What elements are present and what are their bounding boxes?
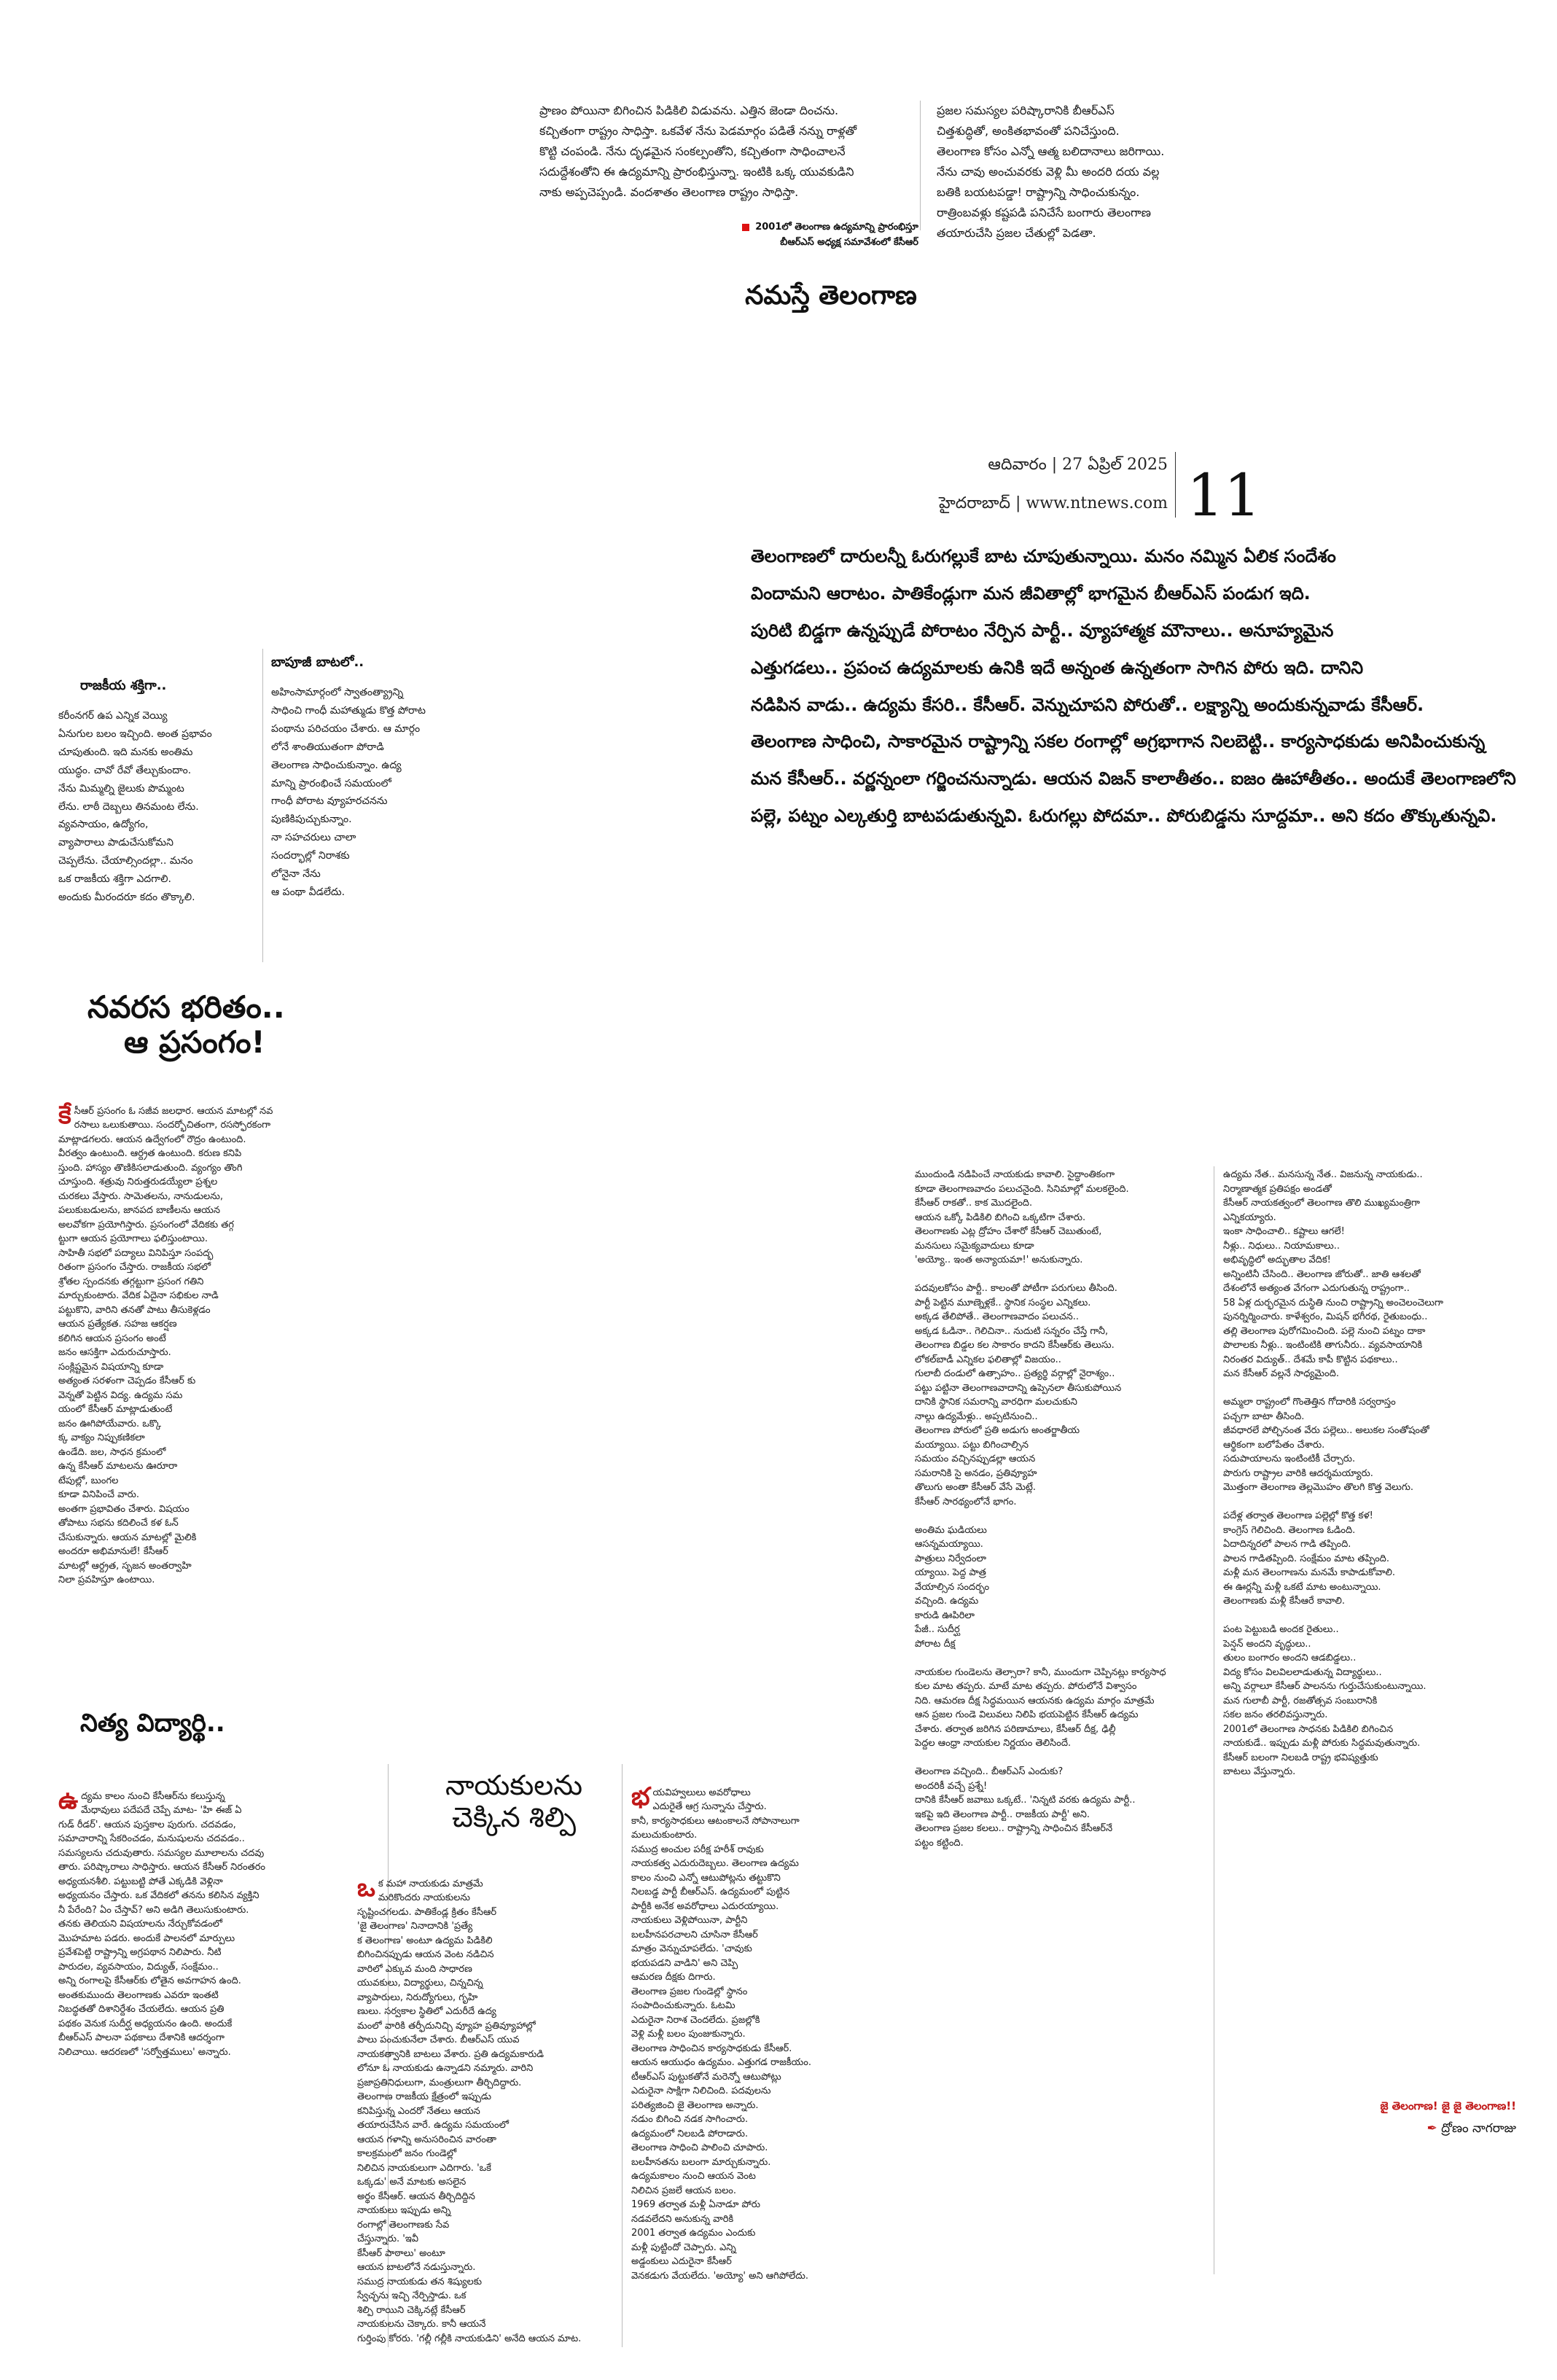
- navarasa-text: సీఆర్ ప్రసంగం ఓ సజీవ జలధార. ఆయన మాటల్లో నవ రసాలు ఒలుకుతాయి. సందర్భోచితంగా, రసస్ఫోరకంగా మాట్లాడగలరు. ఆయన ఉద్వేగంలో రౌద్రం ఉంటుంది. వీరత్వం ఉంటుంది. ఆర్ద్రత ఉంటుంది. కరుణ కనిపి స్తుంది. హాస్యం తొణికిసలాడుతుంది. వ్యంగ్యం తొంగి చూస్తుంది. శత్రువు నిరుత్తరుడయ్యేలా ప్రశ్నల చురకలు వేస్తారు. సామెతలను, నానుడులను, పలుకుబడులను, జానపద బాణీలను ఆయన అలవోకగా ప్రయోగిస్తారు. ప్రసంగంలో వేదికకు తగ్గ ట్టుగా ఆయన ప్రయోగాలు ఫలిస్తుంటాయి. సాహితీ సభలో పద్యాలు వినిపిస్తూ సంపద్భ రితంగా ప్రసంగం చేస్తారు. రాజకీయ సభలో శ్రోతల స్పందనకు తగ్గట్టుగా ప్రసంగ గతిని మార్చుకుంటారు. వేదిక ఏదైనా సభికుల నాడి పట్టుకొని, వారిని తనతో పాటు తీసుకెళ్లడం ఆయన ప్రత్యేకత. సహజ ఆకర్షణ కలిగిన ఆయన ప్రసంగం అంటే జనం ఆసక్తిగా ఎదురుచూస్తారు. సంక్లిష్టమైన విషయాన్ని కూడా అత్యంత సరళంగా చెప్పడం కేసీఆర్ కు వెన్నతో పెట్టిన విద్య. ఉద్యమ సమ యంలో కేసీఆర్ మాట్లాడుతుంటే జనం ఊగిపోయేవారు. ఒక్కొ క్క వాక్యం నిప్పుకణికలా ఉండేది. జల, సాధన క్రమంలో ఉన్న కేసీఆర్ మాటలను ఊరూరా టేపుల్లో, బుంగల కూడా వినిపించే వారు. అంతగా ప్రభావితం చేశారు. విషయం తోపాటు సభను కదిలించే కళ ఓన్ చేసుకున్నారు. ఆయన మాటల్లో మైలికి అందరూ అభిమానులే! కేసీఆర్ మాటల్లో ఆర్ద్రత, సృజన అంతర్వాహి నిలా ప్రవహిస్తూ ఉంటాయి.: [58, 1105, 273, 1585]
- navarasa-body: [58, 1090, 343, 1588]
- byline: [1276, 2121, 1516, 2139]
- nitya-heading: నిత్య విద్యార్థి..: [80, 1709, 225, 1738]
- top-quote-left: ప్రాణం పోయినా బిగించిన పిడికిలి విడువను. ఎత్తిన జెండా దించను. కచ్చితంగా రాష్ట్రం సాధిస్తా. ఒకవేళ నేను పెడమార్గం పడితే నన్ను రాళ్లతో కొట్టి చంపండి. నేను దృఢమైన సంకల్పంతోని, కచ్చితంగా సాధించాలనే సదుద్దేశంతోని ఈ ఉద్యమాన్ని ప్రారంభిస్తున్నా. ఇంటికి ఒక్క యువకుడిని నాకు అప్పచెప్పండి. వందశాతం తెలంగాణ రాష్ట్రం సాధిస్తా.: [539, 104, 857, 199]
- masthead-divider: [1175, 452, 1176, 518]
- naayakulanu-heading: [405, 1770, 623, 1833]
- bha-dropcap: భ: [631, 1782, 650, 1811]
- nitya-text: ద్యమ కాలం నుంచి కేసీఆర్‌ను కలుస్తున్న మేధావులు పదేపదే చెప్పే మాట- 'హి ఈజ్ ఏ గుడ్ రీడర్'. ఆయన పుస్తకాల పురుగు. చదవడం, సమాచారాన్ని సేకరించడం, మనుషులను చదవడం.. సమస్యలను చదువుతారు. సమస్యల మూలాలను చదవు తారు. పరిష్కారాలు సాధిస్తారు. ఆయన కేసీఆర్ నిరంతరం అధ్యయనశీలి. పట్టుబట్టి పోతే ఎక్కడికి వెళ్లినా అధ్యయనం చేస్తారు. ఒక వేదికలో తనను కలిసిన వ్యక్తిని నీ పేరేంది? ఏం చేస్తావ్? అని అడిగి తెలుసుకుంటారు. తనకు తెలియని విషయాలను నేర్చుకోవడంలో మొహమాట పడరు. అందుకే పాలనలో మార్పులు ప్రవేశపెట్టి రాష్ట్రాన్ని అగ్రపథాన నిలిపారు. నీటి పారుదల, వ్యవసాయం, విద్యుత్, సంక్షేమం.. అన్ని రంగాలపై కేసీఆర్‌కు లోతైన అవగాహన ఉంది. అంతకుముందు తెలంగాణకు ఎవరూ ఇంతటి నిబద్ధతతో దిశానిర్దేశం చేయలేదు. ఆయన ప్రతి పథకం వెనుక సుదీర్ఘ అధ్యయనం ఉంది. అందుకే బీఆర్‌ఎస్ పాలనా పథకాలు దేశానికి ఆదర్శంగా నిలిచాయి. ఆదరణలో 'సర్వోత్తములు' అన్నారు.: [58, 1790, 266, 2058]
- rajakeeya-body: కరీంనగర్ ఉప ఎన్నిక వెయ్యి ఏనుగుల బలం ఇచ్చింది. అంత ప్రభావం చూపుతుంది. ఇది మనకు అంతిమ యుద్ధం. చావో రేవో తేల్చుకుందాం. నేను మిమ్మల్ని జైలుకు పొమ్మంట లేను. లాఠీ దెబ్బలు తినమంట లేను. వ్యవసాయం, ఉద్యోగం, వ్యాపారాలు పాడుచేసుకోమని చెప్పలేను. చేయాల్సిందల్లా.. మనం ఒక రాజకీయ శక్తిగా ఎదగాలి. అందుకు మీరందరూ కదం తొక్కాలి.: [58, 710, 212, 904]
- naayakulanu-body: [357, 1862, 612, 2346]
- naayakulanu-heading-line-1: నాయకులను: [445, 1769, 583, 1801]
- naayakulanu-text: క మహా నాయకుడు మాత్రమే మరికొందరు నాయకులను సృష్టించగలడు. పాతికేండ్ల క్రితం కేసీఆర్ 'జై తెలంగాణ' నినాదానికి 'ప్రత్యే క తెలంగాణ' అంటూ ఉద్యమ పిడికిలి బిగించినప్పుడు ఆయన వెంట నడిచిన వారిలో ఎక్కువ మంది సాధారణ యువకులు, విద్యార్థులు, చిన్నచిన్న వ్యాపారులు, నిరుద్యోగులు, గృహి ణులు. సర్వకాల స్థితిలో ఎదురీదే ఉద్య మంలో వారికి తర్ఫీదునిచ్చి వ్యూహ ప్రతివ్యూహాల్లో పాలు పంచుకునేలా చేశారు. బీఆర్‌ఎస్ యువ నాయకత్వానికి బాటలు వేశారు. ప్రతి ఉద్యమకారుడి లోనూ ఓ నాయకుడు ఉన్నాడని నమ్మారు. వారిని ప్రజాప్రతినిధులుగా, మంత్రులుగా తీర్చిదిద్దారు. తెలంగాణ రాజకీయ క్షేత్రంలో ఇప్పుడు కనిపిస్తున్న ఎందరో నేతలు ఆయన తయారుచేసిన వారే. ఉద్యమ సమయంలో ఆయన గళాన్ని అనుసరించిన వారంతా కాలక్రమంలో జనం గుండెల్లో నిలిచిన నాయకులుగా ఎదిగారు. 'ఒకే ఒక్కడు' అనే మాటకు అసలైన అర్థం కేసీఆర్. ఆయన తీర్చిదిద్దిన నాయకులు ఇప్పుడు అన్ని రంగాల్లో తెలంగాణకు సేవ చేస్తున్నారు. 'ఇవీ కేసీఆర్ పాఠాలు' అంటూ ఆయన బాటలోనే నడుస్తున్నారు. సముద్ర నాయకుడు తన శిష్యులకు స్వేచ్ఛను ఇచ్చి నేర్పిస్తాడు. ఒక శిల్పి రాయిని చెక్కినట్లే కేసీఆర్ నాయకులను చెక్కారు. కానీ ఆయనే గుర్తింపు కోరరు. 'గల్లీ గల్లీకి నాయకుడిని' అనేది ఆయన మాట.: [357, 1878, 582, 2344]
- lede-line: తెలంగాణ సాధించి, సాకారమైన రాష్ట్రాన్ని సకల రంగాల్లో అగ్రభాగాన నిలబెట్టి.. కార్యసాధకుడు అనిపించుకున్న: [751, 731, 1486, 752]
- caption-line-2: బీఆర్‌ఎస్ అధ్యక్ష సమావేశంలో కేసీఆర్: [780, 236, 918, 248]
- lede-line: మన కేసీఆర్.. వర్ణన్నంలా గర్జించనున్నాడు. ఆయన విజన్ కాలాతీతం.. ఐజం ఊహాతీతం.. అందుకే తెలంగాణలోని: [751, 768, 1516, 789]
- nitya-dropcap: ఉ: [58, 1785, 79, 1815]
- rajakeeya-divider: [262, 649, 263, 962]
- bapuji-heading: బాపూజీ బాటలో..: [271, 655, 364, 670]
- rajakeeya-heading: రాజకీయ శక్తిగా..: [80, 678, 167, 693]
- masthead-title: నమస్తే తెలంగాణ: [745, 281, 917, 311]
- page-number: 11: [1187, 461, 1261, 529]
- caption-bullet-icon: [742, 224, 749, 231]
- lede-line: ఎత్తుగడలు.. ప్రపంచ ఉద్యమాలకు ఉనికి ఇదే అన్నంత ఉన్నతంగా సాగిన పోరు ఇది. దానిని: [751, 657, 1364, 678]
- naayakulanu-dropcap: ఒ: [357, 1873, 375, 1903]
- lede-line: పల్లె, పట్నం ఎల్కతుర్తి బాటపడుతున్నవి. ఓరుగల్లు పోదమా.. పోరుబిడ్డను సూద్దమా.. అని కదం తొక్కుతున్నవి.: [751, 805, 1497, 827]
- navarasa-heading: [87, 990, 379, 1061]
- lede-line: విందామని ఆరాటం. పాతికేండ్లుగా మన జీవితాల్లో భాగమైన బీఆర్‌ఎస్ పండుగ ఇది.: [751, 582, 1311, 604]
- caption-line-1: 2001లో తెలంగాణ ఉద్యమాన్ని ప్రారంభిస్తూ: [755, 222, 918, 233]
- bha-body: [631, 1771, 908, 2283]
- closing-slogan: జై తెలంగాణ! జై జై తెలంగాణ!!: [1380, 2099, 1516, 2112]
- masthead-place-site: హైదరాబాద్ | www.ntnews.com: [938, 494, 1168, 512]
- navarasa-heading-line-2: ఆ ప్రసంగం!: [124, 1024, 265, 1061]
- byline-name: ద్రోణం నాగరాజు: [1441, 2121, 1516, 2136]
- mid-right-body: ముందుండి నడిపించే నాయకుడు కావాలి. సైద్ధాంతికంగా కూడా తెలంగాణవాదం పలుచనైంది. సినిమాల్లో మలకలైంది. కేసీఆర్ రాకతో.. కాక మొదలైంది. ఆయన ఒక్కో పిడికిలి బిగించి ఒక్కటిగా చేశారు. తెలంగాణకు ఎట్ల ద్రోహం చేశారో కేసీఆర్ చెబుతుంటే, మనసులు సమైక్యవాదులు కూడా 'అయ్యో.. ఇంత అన్యాయమా!' అనుకున్నారు. పదవులకోసం పార్టీ.. కాలంతో పోటీగా పరుగులు తీసింది. పార్టీ పెట్టిన మూణ్నెళ్లకే.. స్థానిక సంస్థల ఎన్నికలు. అక్కడ తేలిపోతే.. తెలంగాణవాదం పలుచన.. అక్కడ ఓడినా.. గెలిచినా.. నుదుటి సన్నరం చేస్తే గానీ, తెలంగాణ బిడ్డల కల సాకారం కాదని కేసీఆర్‌కు తెలుసు. లోకల్‌బాడీ ఎన్నికల ఫలితాల్లో విజయం.. గులాబీ దండులో ఉత్సాహం.. ప్రత్యర్థి వర్గాల్లో నైరాశ్యం.. పట్టు పట్టినా తెలంగాణవాదాన్ని ఉప్పెనలా తీసుకుపోయిన దానికి స్థానిక సమరాన్ని వారధిగా మలచుకుని నాల్గు ఉద్యమేళ్లు.. అప్పటినుంచి.. తెలంగాణ పోరులో ప్రతి అడుగు అంతర్జాతీయ మయ్యాయి. పట్టు బిగించాల్సిన సమయం వచ్చినప్పుడల్లా ఆయన సమరానికి సై అనడం, ప్రతివ్యూహ తొలుగు అంతా కేసీఆర్ వేసే మెట్లే. కేసీఆర్ సారథ్యంలోనే భాగం. అంతిమ ఘడియలు ఆసన్నమయ్యాయి. పాత్రులు నిర్వేదంలా య్యాయి. పెద్ద పాత్ర వేయాల్సిన సందర్భం వచ్చింది. ఉద్యమ కారుడి ఊపిరిలా పేజీ.. సుదీర్ఘ పోరాట దీక్ష నాయకుల గుండెలను తెల్సారా? కానీ, ముందుగా చెప్పినట్లు కార్యసాధ కుల మాట తప్పరు. మాటే మాట తప్పరు. పోరులోనే విశ్వాసం నిది. ఆమరణ దీక్ష సిద్ధమయిన ఆయనకు ఉద్యమ మార్గం మాత్రమే ఆన ప్రజల గుండె విలువలు నిలిపి భయపెట్టిన కేసీఆర్ ఉద్యమ చేశారు. తర్వాత జరిగిన పరిణామాలు, కేసీఆర్ దీక్ష, ఢిల్లీ పెద్దల ఆంధ్రా నాయకుల నిర్ణయం తెలిసిందే. తెలంగాణ వచ్చింది.. బీఆర్‌ఎస్ ఎందుకు? అందరికీ వచ్చే ప్రశ్నే! దానికి కేసీఆర్ జవాబు ఒక్కటే.. 'నిన్నటి వరకు ఉద్యమ పార్టీ.. ఇకపై ఇది తెలంగాణ పార్టీ.. రాజకీయ పార్టీ' అని. తెలంగాణ ప్రజల కలలు.. రాష్ట్రాన్ని సాధించిన కేసీఆర్‌నే పట్టం కట్టింది.: [915, 1169, 1166, 1849]
- bha-divider: [622, 1764, 623, 2347]
- bapuji-body: అహింసామార్గంలో స్వాతంత్య్రాన్ని సాధించి గాంధీ మహాత్ముడు కొత్త పోరాట పంథాను పరిచయం చేశారు. ఆ మార్గం లోనే శాంతియుతంగా పోరాడి తెలంగాణ సాధించుకున్నాం. ఉద్య మాన్ని ప్రారంభించే సమయంలో గాంధీ పోరాట వ్యూహరచనను పుణికిపుచ్చుకున్నాం. నా సహచరులు చాలా సందర్భాల్లో నిరాశకు లోనైనా నేను ఆ పంథా వీడలేదు.: [271, 687, 426, 898]
- far-right-body: ఉద్యమ నేత.. మనసున్న నేత.. విజనున్న నాయకుడు.. నిర్మాణాత్మక ప్రతిపక్షం అండతో కేసీఆర్ నాయకత్వంలో తెలంగాణ తొలి ముఖ్యమంత్రిగా ఎన్నికయ్యారు. ఇంకా సాధించాలి.. కష్టాలు ఆగలే! నీళ్లు.. నిధులు.. నియామకాలు.. అభివృద్ధిలో అద్భుతాల వేదిక! అన్నింటినీ చేసింది.. తెలంగాణ జోరుతో.. జాతి ఆశలతో దేశంలోనే అత్యంత వేగంగా ఎదుగుతున్న రాష్ట్రంగా.. 58 ఏళ్ల దుర్భరమైన దుస్థితి నుంచి రాష్ట్రాన్ని అంచెలంచెలుగా పునర్నిర్మించారు. కాళేశ్వరం, మిషన్ భగీరథ, రైతుబంధు.. తల్లి తెలంగాణ పురోగమించింది. పల్లె నుంచి పట్నం దాకా పొలాలకు నీళ్లు.. ఇంటింటికి తాగునీరు.. వ్యవసాయానికి నిరంతర విద్యుత్.. దేశమే కాపీ కొట్టిన పథకాలు.. మన కేసీఆర్ వల్లనే సాధ్యమైంది. అమ్మలా రాష్ట్రంలో గొంతెత్తిన గోదారికి సర్వరాస్తం పచ్చగా బాటా తీసింది. జీవధారలే పోల్చినంత వేరు పల్లెలు.. అలుకల సంతోషంతో ఆర్థికంగా బలోపేతం చేశారు. సదుపాయాలను ఇంటింటికీ చేర్చారు. పొరుగు రాష్ట్రాల వారికి ఆదర్శమయ్యారు. మొత్తంగా తెలంగాణ తెల్లమొహం తొలగి కొత్త వెలుగు. పదేళ్ల తర్వాత తెలంగాణ పల్లెల్లో కొత్త కళ! కాంగ్రెస్ గెలిచింది. తెలంగాణ ఓడింది. ఏదాదిన్నరలో పాలన గాడి తప్పింది. పాలన గాడితప్పింది. సంక్షేమం మాట తప్పింది. మళ్లీ మన తెలంగాణను మనమే కాపాడుకోవాలి. ఈ ఊర్లన్నీ మళ్లీ ఒకటే మాట అంటున్నాయి. తెలంగాణకు మళ్లీ కేసీఆరే కావాలి. పంట పెట్టుబడి అందక రైతులు.. పెన్షన్ అందని వృద్ధులు.. తులం బంగారం అందని ఆడబిడ్డలు.. విద్య కోసం విలవిలలాడుతున్న విద్యార్థులు.. అన్ని వర్గాలూ కేసీఆర్ పాలనను గుర్తుచేసుకుంటున్నాయి. మన గులాబీ పార్టీ, రజతోత్సవ సంబురానికి సకల జనం తరలివస్తున్నారు. 2001లో తెలంగాణ సాధనకు పిడికిలి బిగించిన నాయకుడే.. ఇప్పుడు మళ్లీ పోరుకు సిద్ధమవుతున్నారు. కేసీఆర్ బలంగా నిలబడి రాష్ట్ర భవిష్యత్తుకు బాటలు వేస్తున్నారు.: [1223, 1169, 1443, 1777]
- navarasa-dropcap: కే: [58, 1100, 71, 1130]
- naayakulanu-heading-line-2: చెక్కిన శిల్పి: [451, 1800, 576, 1833]
- lede-line: నడిపిన వాడు.. ఉద్యమ కేసరి.. కేసీఆర్. వెన్నుచూపని పోరుతో.. లక్ష్యాన్ని అందుకున్నవాడు కేసీఆర్.: [751, 694, 1424, 715]
- top-quote-right: ప్రజల సమస్యల పరిష్కారానికి బీఆర్‌ఎస్ చిత్తశుద్ధితో, అంకితభావంతో పనిచేస్తుంది. తెలంగాణ కోసం ఎన్నో ఆత్మ బలిదానాలు జరిగాయి. నేను చావు అంచువరకు వెళ్లి మీ అందరి దయ వల్ల బతికి బయటపడ్డా! రాష్ట్రాన్ని సాధించుకున్నం. రాత్రింబవళ్లు కష్టపడి పనిచేసే బంగారు తెలంగాణ తయారుచేసి ప్రజల చేతుల్లో పెడతా.: [937, 104, 1165, 240]
- top-quote-caption: [554, 220, 918, 251]
- lede-block: [751, 538, 1523, 835]
- navarasa-heading-line-1: నవరస భరితం..: [87, 989, 285, 1025]
- bha-text: యవిహ్వలులు అవరోధాలు ఎదురైతే ఆగ్ర సున్నాను చేస్తారు. కానీ, కార్యసాధకులు ఆటంకాలనే సోపానాలుగా మలుచుకుంటారు. సముద్ర అంచుల పరీక్ష హరీశ్ రావుకు నాయకత్వ ఎదురుదెబ్బలు. తెలంగాణ ఉద్యమ కాలం నుంచి ఎన్నో ఆటుపోట్లను తట్టుకొని నిలబడ్డ పార్టీ బీఆర్‌ఎస్. ఉద్యమంలో పుట్టిన పార్టీకి అనేక అవరోధాలు ఎదురయ్యాయి. నాయకులు వెళ్లిపోయినా, పార్టీని బలహీనపరచాలని చూసినా కేసీఆర్ మాత్రం వెన్నుచూపలేదు. 'చావుకు భయపడని వాడిని' అని చెప్పి ఆమరణ దీక్షకు దిగారు. తెలంగాణ ప్రజల గుండెల్లో స్థానం సంపాదించుకున్నారు. ఓటమి ఎదురైనా నిరాశ చెందలేదు. ప్రజల్లోకి వెళ్లి మళ్లీ బలం పుంజుకున్నారు. తెలంగాణ సాధించిన కార్యసాధకుడు కేసీఆర్. ఆయన ఆయుధం ఉద్యమం. ఎత్తుగడ రాజకీయం. టీఆర్‌ఎస్ పుట్టుకతోనే మరెన్నో ఆటుపోట్లు ఎదురైనా సాక్షిగా నిలిచింది. పదవులను పరిత్యజించి జై తెలంగాణ అన్నారు. నడుం బిగించి నడక సాగించారు. ఉద్యమంలో నిలబడి పోరాడారు. తెలంగాణ సాధించి పాలించి చూపారు. బలహీనతను బలంగా మార్చుకున్నారు. ఉద్యమకాలం నుంచి ఆయన వెంట నిలిచిన ప్రజలే ఆయన బలం. 1969 తర్వాత మళ్లీ ఏనాడూ పోరు నడవలేదని అనుకున్న వారికి 2001 తర్వాత ఉద్యమం ఎందుకు మళ్లీ పుట్టిందో చెప్పారు. ఎన్ని అడ్డంకులు ఎదురైనా కేసీఆర్ వెనకడుగు వేయలేదు. 'అయ్యో' అని ఆగిపోలేదు.: [631, 1787, 811, 2282]
- nitya-body: [58, 1775, 379, 2059]
- masthead-date: ఆదివారం | 27 ఏప్రిల్ 2025: [988, 456, 1168, 474]
- lede-line: తెలంగాణలో దారులన్నీ ఓరుగల్లుకే బాట చూపుతున్నాయి. మనం నమ్మిన ఏలిక సందేశం: [751, 546, 1336, 566]
- lede-line: పురిటి బిడ్డగా ఉన్నప్పుడే పోరాటం నేర్పిన పార్టీ.. వ్యూహాత్మక మౌనాలు.. అనూహ్యమైన: [751, 620, 1334, 641]
- top-quote-divider: [920, 101, 921, 230]
- signature-mark-icon: ✒: [1427, 2121, 1437, 2136]
